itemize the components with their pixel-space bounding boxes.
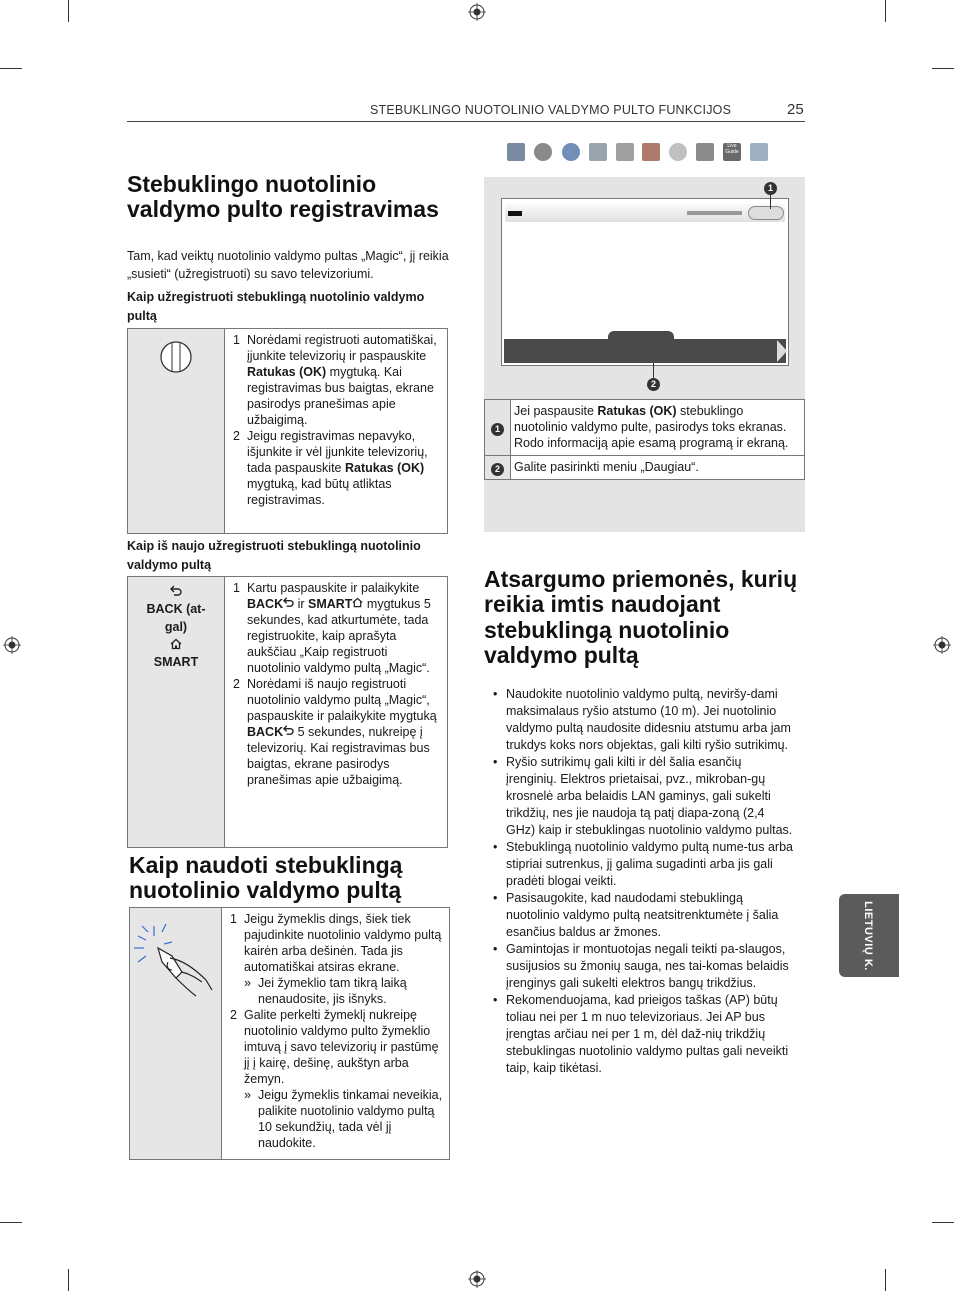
menu-icon [507, 143, 525, 161]
language-tab-label: LIETUVIŲ K. [862, 900, 874, 971]
wheel-button-icon [156, 337, 196, 377]
register-step: 1 Norėdami registruoti automatiškai, įjunkite televizorių ir paspauskite Ratukas (OK) mygtuką. Kai registravimas bus baigtas, ekrane pasirodys pranešimas apie užbaigimą. [233, 333, 437, 427]
running-header: STEBUKLINGO NUOTOLINIO VALDYMO PULTO FUNKCIJOS [370, 103, 732, 117]
reregister-step: 2 Norėdami iš naujo registruoti nuotolinio valdymo pultą „Magic“, paspauskite ir palaikykite mygtuką BACK 5 sekundes, nukreipę į televizorių. Kai registravimas bus baigtas, ekrane pasirodys pranešimas apie užbaigimą. [233, 677, 437, 787]
crop-mark [0, 68, 22, 69]
channel-indicator [508, 211, 522, 216]
usage-note: » Jei žymeklio tam tikrą laiką nenaudosite, jis išnyks. [244, 976, 407, 1006]
precaution-item: • Naudokite nuotolinio valdymo pultą, neviršy-dami maksimalaus ryšio atstumo (10 m). Jei nuotolinio valdymo pultą naudosite didesniu atstumu arba jam trukdys koks nors objektas, gali kilti ryšio sutrikimų. [490, 686, 795, 754]
register-table [127, 328, 448, 534]
crop-mark [68, 1269, 69, 1291]
precaution-item: • Rekomenduojama, kad prieigos taškas (AP) būtų toliau nei per 1 m nuo televizoriaus. Jei AP bus įrengtas arčiau nei per 1 m, dėl daž-nių trikdžių stebuklingas nuotolinio valdymo pultas gali neveikti taip, kaip tikėtasi. [490, 992, 795, 1077]
screen-legend-table [484, 399, 805, 480]
precaution-item: • Pasisaugokite, kad naudodami stebuklingą nuotolinio valdymo pultą neatsitrenktumėte į šalia esančius baldus ar žmones. [490, 890, 795, 941]
input-icon [750, 143, 768, 161]
reregister-steps [233, 580, 441, 788]
registration-target-icon [933, 636, 951, 654]
legend-text: Jei paspausite Ratukas (OK) stebuklingo nuotolinio valdymo pulte, pasirodys toks ekranas. Rodo informaciją apie esamą programą ir ekraną. [511, 400, 805, 456]
register-icon-cell [128, 329, 225, 534]
registration-heading: Stebuklingo nuotolinio valdymo pulto registravimas [127, 171, 439, 223]
callout-2-leader [653, 363, 654, 378]
usage-note: » Jeigu žymeklis tinkamai neveikia, palikite nuotolinio valdymo pultą 10 sekundžių, tada vėl jį naudokite. [244, 1088, 443, 1150]
registration-target-icon [468, 3, 486, 21]
back-arrow-icon [283, 597, 294, 608]
reregister-step: 1 Kartu paspauskite ir palaikykite BACK ir SMART mygtukus 5 sekundes, kad atkurtumėte, tada registruokite, kaip aprašyta aukščiau „Kaip registruoti nuotolinio valdymo pultą „Magic“. [233, 581, 431, 675]
register-steps-cell [225, 329, 448, 534]
home-icon [352, 597, 363, 608]
usage-step: 2 Galite perkelti žymeklį nukreipę nuotolinio valdymo pulto žymeklio imtuvą į savo televizorių ir pastūmę jį į kairę, dešinę, aukštyn arba žemyn. » Jeigu žymeklis tinkamai neveikia, palikite nuotolinio valdymo pultą 10 sekundžių, tada vėl jį naudokite. [230, 1008, 443, 1150]
callout-2: 2 [647, 378, 660, 391]
precaution-item: • Gamintojas ir montuotojas negali teikti pa-slaugos, susijusios su žmonių sauga, nes tai-komas belaidis įrenginys gali sukelti elektros bangų trikdžius. [490, 941, 795, 992]
gear-icon [534, 143, 552, 161]
back-arrow-icon [283, 725, 294, 736]
legend-number: 2 [485, 456, 511, 480]
callout-1-leader [770, 195, 771, 209]
crop-mark [0, 1222, 22, 1223]
usage-icon-cell [130, 908, 222, 1160]
reregister-table [127, 576, 448, 848]
back-arrow-icon [170, 585, 182, 597]
crop-mark [68, 0, 69, 22]
back-label: BACK (at-gal) [146, 602, 206, 635]
precautions-list [490, 686, 795, 1077]
progress-bar [687, 211, 742, 215]
smart-label: SMART [153, 655, 199, 670]
precautions-heading: Atsargumo priemonės, kurių reikia imtis naudojant stebuklingą nuotolinio valdymo pultą [484, 566, 798, 668]
register-step: 2 Jeigu registravimas nepavyko, išjunkite ir vėl įjunkite televizorių, tada paspauskite Ratukas (OK) mygtuką, kad būtų atliktas registravimas. [233, 429, 428, 507]
usage-steps-cell [222, 908, 450, 1160]
reregister-steps-cell [225, 577, 448, 848]
more-tab [608, 331, 674, 339]
precaution-item: • Stebuklingą nuotolinio valdymo pultą nume-tus arba stipriai sutrenkus, jį galima sugadinti arba jis gali pradėti blogai veikti. [490, 839, 795, 890]
clock-icon [669, 143, 687, 161]
usage-table [129, 907, 450, 1160]
info-bar [505, 204, 785, 222]
register-steps [233, 332, 441, 508]
crop-mark [885, 0, 886, 22]
crop-mark [932, 68, 954, 69]
tv-screen-illustration [501, 198, 789, 366]
reregister-icon-cell [128, 577, 225, 848]
legend-number: 1 [485, 400, 511, 456]
hand-with-remote-icon [132, 918, 220, 998]
registration-target-icon [3, 636, 21, 654]
tv-guide-icon [616, 143, 634, 161]
how-to-register-subheading: Kaip užregistruoti stebuklingą nuotolinio valdymo pultą [127, 290, 425, 323]
crop-mark [932, 1222, 954, 1223]
crop-mark [885, 1269, 886, 1291]
search-icon [589, 143, 607, 161]
home-icon [170, 638, 182, 650]
settings-list-icon [696, 143, 714, 161]
page-number: 25 [787, 101, 804, 118]
header-rule [127, 121, 805, 122]
info-button-icon [748, 206, 784, 220]
callout-1: 1 [764, 182, 777, 195]
menu-bar [504, 339, 786, 363]
legend-text: Galite pasirinkti meniu „Daugiau“. [511, 456, 805, 480]
usage-step: 1 Jeigu žymeklis dings, šiek tiek pajudinkite nuotolinio valdymo pultą kairėn arba dešinėn. Tada jis automatiškai atsiras ekrane. » Jei žymeklio tam tikrą laiką nenaudosite, jis išnyks. [230, 912, 442, 1006]
how-to-reregister-subheading: Kaip iš naujo užregistruoti stebuklingą nuotolinio valdymo pultą [127, 539, 421, 572]
language-tab [839, 894, 899, 977]
usage-heading: Kaip naudoti stebuklingą nuotolinio valdymo pultą [129, 852, 403, 904]
registration-target-icon [468, 1270, 486, 1288]
apps-icon [642, 143, 660, 161]
registration-intro: Tam, kad veiktų nuotolinio valdymo pultas „Magic“, jį reikia „susieti“ (užregistruoti) su savo televizoriumi. [127, 249, 449, 282]
live-guide-icon: Live Guide [723, 143, 741, 161]
usage-steps [230, 911, 443, 1151]
globe-icon [562, 143, 580, 161]
precaution-item: • Ryšio sutrikimų gali kilti ir dėl šalia esančių įrenginių. Elektros prietaisai, pvz., mikroban-gų krosnelė arba belaidis LAN gaminys, gali sukelti trikdžių, nes jie naudoja tą patį diapa-zoną (2,4 GHz) kaip ir stebuklingas nuotolinio valdymo pultas. [490, 754, 795, 839]
